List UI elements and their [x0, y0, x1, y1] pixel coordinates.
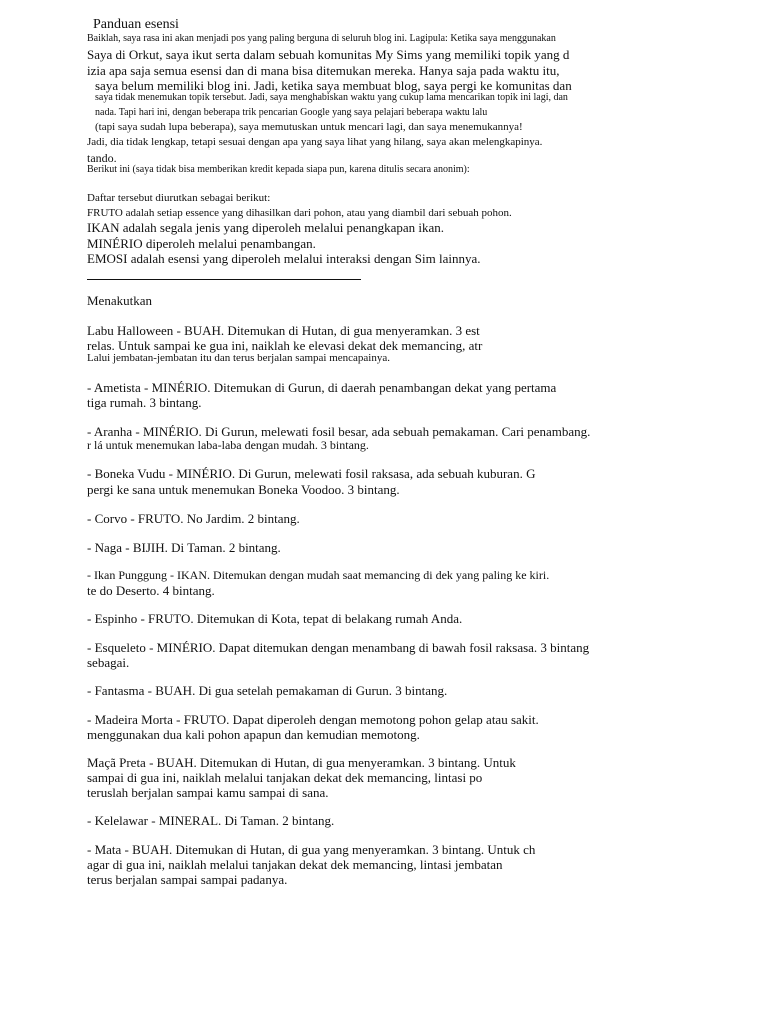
entry-line: terus berjalan sampai sampai padanya.: [87, 872, 288, 887]
entry-line: te do Deserto. 4 bintang.: [87, 583, 215, 598]
separator-rule: [87, 279, 361, 280]
category-line: MINÉRIO diperoleh melalui penambangan.: [87, 236, 316, 251]
entry-line: teruslah berjalan sampai kamu sampai di sana.: [87, 785, 329, 800]
intro-line: tando.: [87, 151, 117, 165]
category-line: IKAN adalah segala jenis yang diperoleh melalui penangkapan ikan.: [87, 220, 445, 235]
intro-line: Saya di Orkut, saya ikut serta dalam sebuah komunitas My Sims yang memiliki topik yang d: [87, 47, 570, 62]
entry-line: r lá untuk menemukan laba-laba dengan mudah. 3 bintang.: [87, 438, 369, 452]
document-title: Panduan esensi: [93, 17, 179, 32]
entry-line: sampai di gua ini, naiklah melalui tanjakan dekat dek memancing, lintasi po: [87, 770, 483, 785]
entry-line: - Espinho - FRUTO. Ditemukan di Kota, tepat di belakang rumah Anda.: [87, 611, 463, 626]
entry-line: - Boneka Vudu - MINÉRIO. Di Gurun, melewati fosil raksasa, ada sebuah kuburan. G: [87, 466, 536, 481]
entry-line: - Corvo - FRUTO. No Jardim. 2 bintang.: [87, 511, 300, 526]
intro-line: saya belum memiliki blog ini. Jadi, ketika saya membuat blog, saya pergi ke komunitas dan: [95, 78, 572, 93]
intro-line: izia apa saja semua esensi dan di mana bisa ditemukan mereka. Hanya saja pada waktu itu,: [87, 63, 560, 78]
entry-line: - Madeira Morta - FRUTO. Dapat diperoleh dengan memotong pohon gelap atau sakit.: [87, 712, 539, 727]
entry-line: Lalui jembatan-jembatan itu dan terus berjalan sampai mencapainya.: [87, 352, 390, 364]
intro-line: nada. Tapi hari ini, dengan beberapa trik pencarian Google yang saya pelajari beberapa waktu lalu: [95, 107, 488, 118]
intro-line: Jadi, dia tidak lengkap, tetapi sesuai dengan apa yang saya lihat yang hilang, saya akan melengkapinya.: [87, 136, 543, 148]
entry-line: - Esqueleto - MINÉRIO. Dapat ditemukan dengan menambang di bawah fosil raksasa. 3 bintang: [87, 640, 590, 655]
intro-line: Berikut ini (saya tidak bisa memberikan kredit kepada siapa pun, karena ditulis secara anonim):: [87, 164, 470, 175]
entry-line: - Ametista - MINÉRIO. Ditemukan di Gurun, di daerah penambangan dekat yang pertama: [87, 380, 557, 395]
intro-line: saya tidak menemukan topik tersebut. Jadi, saya menghabiskan waktu yang cukup lama mencarikan topik ini lagi, dan: [95, 92, 568, 103]
entry-line: - Ikan Punggung - IKAN. Ditemukan dengan mudah saat memancing di dek yang paling ke kiri.: [87, 568, 550, 582]
entry-line: Labu Halloween - BUAH. Ditemukan di Hutan, di gua menyeramkan. 3 est: [87, 323, 480, 338]
entry-line: - Naga - BIJIH. Di Taman. 2 bintang.: [87, 540, 281, 555]
entry-line: tiga rumah. 3 bintang.: [87, 395, 202, 410]
entry-line: agar di gua ini, naiklah melalui tanjakan dekat dek memancing, lintasi jembatan: [87, 857, 503, 872]
section-title: Menakutkan: [87, 293, 152, 308]
order-intro: Daftar tersebut diurutkan sebagai berikut:: [87, 192, 271, 204]
entry-line: menggunakan dua kali pohon apapun dan kemudian memotong.: [87, 727, 420, 742]
entry-line: - Kelelawar - MINERAL. Di Taman. 2 bintang.: [87, 813, 335, 828]
entry-line: - Aranha - MINÉRIO. Di Gurun, melewati fosil besar, ada sebuah pemakaman. Cari penambang.: [87, 424, 591, 439]
entry-line: - Mata - BUAH. Ditemukan di Hutan, di gua yang menyeramkan. 3 bintang. Untuk ch: [87, 842, 536, 857]
entry-line: - Fantasma - BUAH. Di gua setelah pemakaman di Gurun. 3 bintang.: [87, 683, 448, 698]
entry-line: pergi ke sana untuk menemukan Boneka Voodoo. 3 bintang.: [87, 482, 400, 497]
intro-line: Baiklah, saya rasa ini akan menjadi pos yang paling berguna di seluruh blog ini. Lagipula: Ketika saya menggunakan: [87, 33, 556, 44]
category-line: EMOSI adalah esensi yang diperoleh melalui interaksi dengan Sim lainnya.: [87, 251, 481, 266]
entry-line: Maçã Preta - BUAH. Ditemukan di Hutan, di gua menyeramkan. 3 bintang. Untuk: [87, 755, 516, 770]
intro-line: (tapi saya sudah lupa beberapa), saya memutuskan untuk mencari lagi, dan saya menemukannya!: [95, 121, 523, 133]
entry-line: relas. Untuk sampai ke gua ini, naiklah ke elevasi dekat dek memancing, atr: [87, 338, 483, 353]
entry-line: sebagai.: [87, 655, 130, 670]
category-line: FRUTO adalah setiap essence yang dihasilkan dari pohon, atau yang diambil dari sebuah pohon.: [87, 207, 512, 219]
